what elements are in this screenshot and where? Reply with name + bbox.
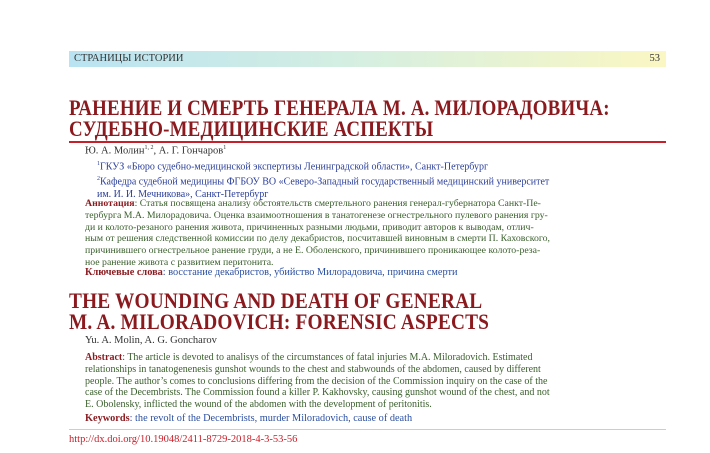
- affiliation: ГКУЗ «Бюро судебно-медицинской экспертизы Ленинградской области», Санкт-Петербург: [100, 161, 489, 173]
- ru-title-line: СУДЕБНО-МЕДИЦИНСКИЕ АСПЕКТЫ: [69, 116, 434, 141]
- ru-title: [69, 97, 610, 139]
- aff-num: 1: [97, 161, 100, 167]
- abstract-line: причинившего огнестрельное ранение груди, а не Е. Оболенского, причинившего проникающее колото-реза-: [85, 245, 541, 257]
- en-title: [69, 290, 489, 332]
- keywords-label: Ключевые слова: [85, 267, 163, 278]
- en-title-line: THE WOUNDING AND DEATH OF GENERAL: [69, 288, 483, 313]
- ru-abstract: [85, 198, 550, 269]
- en-abstract: [85, 352, 550, 411]
- aff-num: 2: [97, 176, 100, 183]
- abstract-line: relationships in tanatogenenesis gunshot wounds to the chest and stabwounds of the abdomen, caused by different: [85, 363, 541, 375]
- abstract-line: ным от решения следственной комиссии по делу декабристов, посчитавшей виновным в смерти П. Каховского,: [85, 233, 551, 245]
- author-sup: 1, 2: [144, 145, 154, 151]
- keywords-label: Keywords: [85, 413, 130, 424]
- keywords-text: : the revolt of the Decembrists, murder Miloradovich, cause of death: [129, 413, 413, 424]
- abstract-line: ное ранение живота с развитием перитонита.: [85, 256, 274, 268]
- ru-title-line: РАНЕНИЕ И СМЕРТЬ ГЕНЕРАЛА М. А. МИЛОРАДОВИЧА:: [69, 95, 610, 120]
- ru-authors: [85, 145, 226, 157]
- abstract-line: тербурга М.А. Милорадовича. Оценка взаимоотношения в танатогенезе огнестрельного пулевого ранения гру-: [85, 209, 548, 221]
- en-title-line: M. A. MILORADOVICH: FORENSIC ASPECTS: [69, 309, 490, 334]
- page-number: 53: [649, 53, 660, 64]
- abstract-line: ди и колото-резаного ранения живота, причиненных разными людьми, приводит авторов к выводам, отлич-: [85, 221, 534, 233]
- en-authors: Yu. A. Molin, A. G. Goncharov: [85, 335, 217, 346]
- footer-divider: [69, 429, 666, 430]
- en-keywords: [85, 413, 412, 424]
- abstract-line: case of the Decembrists. The Commission found a killer P. Kakhovsky, causing gunshot wound of the chest, and not: [85, 387, 550, 399]
- abstract-label: Abstract: [85, 352, 123, 363]
- doi-link[interactable]: http://dx.doi.org/10.19048/2411-8729-2018-4-3-53-56: [69, 434, 298, 445]
- section-header-banner: [69, 51, 666, 67]
- abstract-line: : The article is devoted to analisys of the circumstances of fatal injuries M.A. Miloradovich. Estimated: [122, 352, 533, 363]
- author: , А. Г. Гончаров: [153, 145, 224, 157]
- abstract-label: Аннотация: [85, 198, 135, 209]
- affiliation: им. И. И. Мечникова», Санкт-Петербург: [97, 188, 269, 200]
- section-title: СТРАНИЦЫ ИСТОРИИ: [74, 53, 184, 64]
- title-divider: [69, 141, 666, 143]
- author: Ю. А. Молин: [85, 145, 145, 157]
- abstract-line: people. The author’s comes to conclusions differing from the decision of the Commission inquiry on the case of the: [85, 375, 548, 387]
- affiliation: Кафедра судебной медицины ФГБОУ ВО «Северо-Западный государственный медицинский университет: [100, 176, 550, 188]
- keywords-text: : восстание декабристов, убийство Милорадовича, причина смерти: [162, 267, 458, 278]
- ru-keywords: [85, 267, 458, 278]
- abstract-line: : Статья посвящена анализу обстоятельств смертельного ранения генерал-губернатора Санкт-Пе-: [134, 198, 541, 209]
- author-sup: 1: [223, 145, 227, 151]
- affiliations: [97, 158, 549, 201]
- abstract-line: E. Obolensky, inflicted the wound of the abdomen with the development of peritonitis.: [85, 399, 432, 411]
